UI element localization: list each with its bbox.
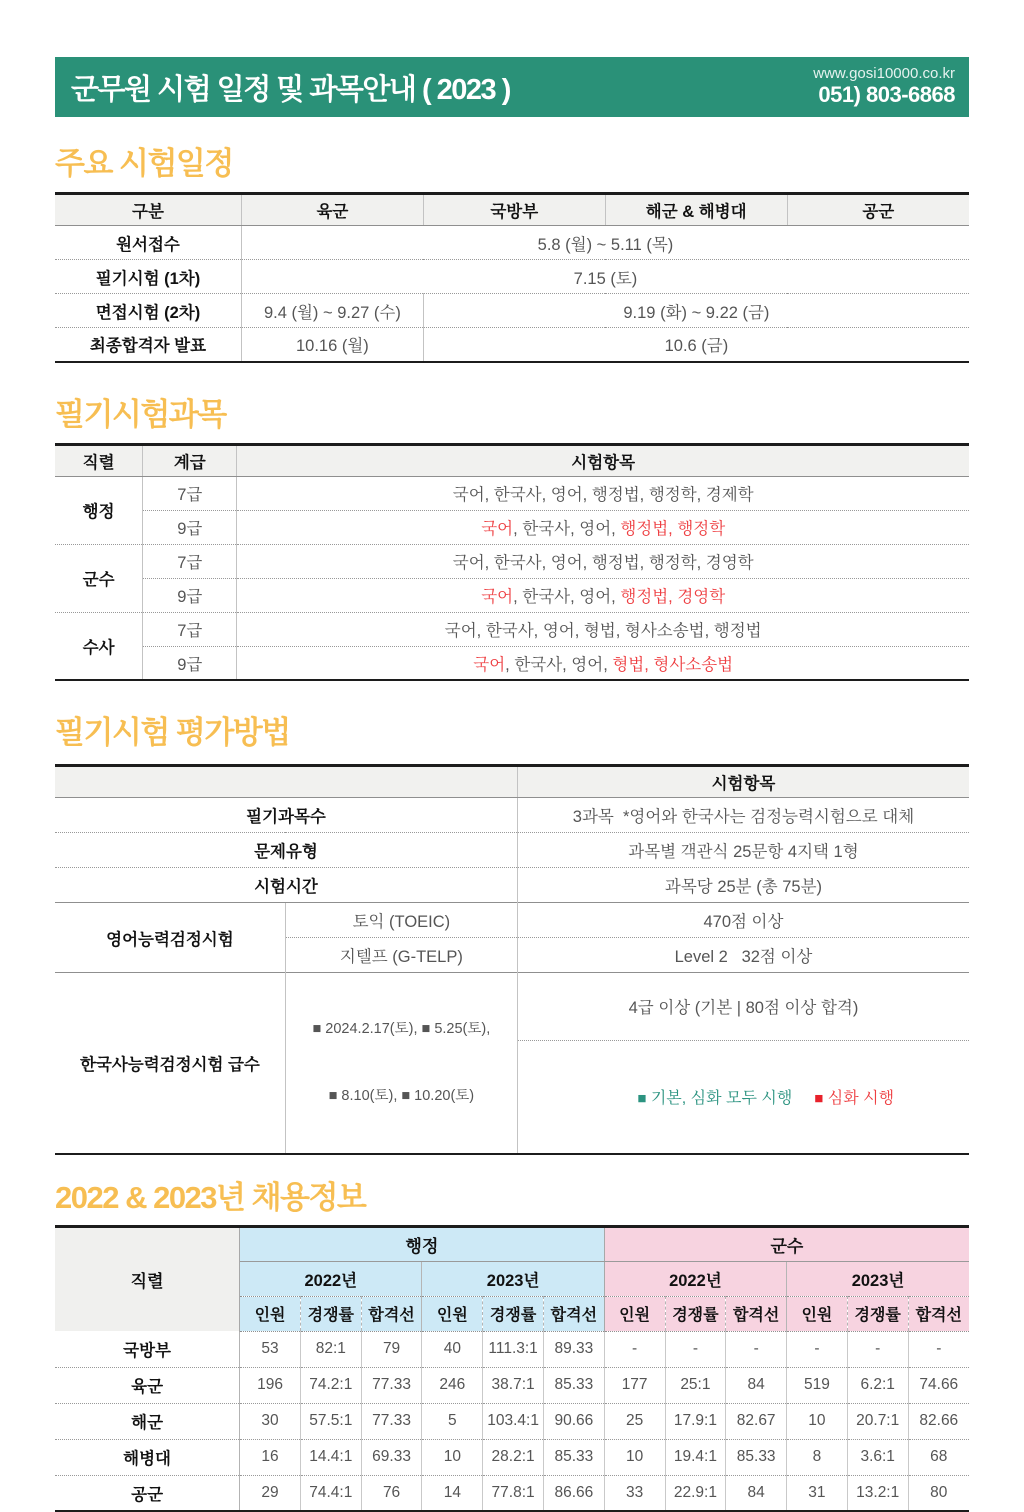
- table-row: [55, 1331, 969, 1367]
- recruit-value: 82.66: [908, 1403, 969, 1439]
- table-row: [55, 260, 969, 294]
- table-row: [55, 798, 969, 833]
- table-row: [55, 578, 969, 612]
- contact-block: [813, 66, 955, 107]
- date-cell: 9.4 (월) ~ 9.27 (수): [241, 294, 423, 328]
- website-url: www.gosi10000.co.kr: [813, 65, 955, 83]
- grade-cell: 7급: [143, 476, 237, 510]
- eval-label: 한국사능력검정시험 급수: [55, 973, 285, 1154]
- year-header: 2023년: [422, 1261, 604, 1296]
- column-header: 시험항목: [517, 766, 969, 798]
- eval-value: 과목별 객관식 25문항 4지택 1형: [517, 833, 969, 868]
- group-header-supply: 군수: [604, 1226, 969, 1261]
- phone-number: 051) 803-6868: [818, 82, 955, 108]
- recruit-value: 25: [604, 1403, 665, 1439]
- recruit-value: -: [787, 1331, 848, 1367]
- section-title-schedule: 주요 시험일정: [55, 146, 233, 181]
- subject-part-red: 국어: [473, 655, 506, 674]
- recruit-row-label: 공군: [55, 1475, 240, 1511]
- recruit-value: 77.8:1: [483, 1475, 544, 1511]
- recruit-value: 80: [908, 1475, 969, 1511]
- recruit-value: 22.9:1: [665, 1475, 726, 1511]
- date-cell: 5.8 (월) ~ 5.11 (목): [241, 226, 969, 260]
- table-row: [55, 1403, 969, 1439]
- group-label: 수사: [55, 612, 143, 680]
- grade-cell: 9급: [143, 578, 237, 612]
- recruit-value: 111.3:1: [483, 1331, 544, 1367]
- subject-part-red: 형법, 형사소송법: [612, 655, 734, 674]
- sub-column-header: 합격선: [543, 1296, 604, 1331]
- column-header: 육군: [241, 194, 423, 226]
- recruit-value: 177: [604, 1367, 665, 1403]
- year-header: 2022년: [604, 1261, 786, 1296]
- subjects-header-row: [55, 444, 969, 476]
- group-label: 군수: [55, 544, 143, 612]
- row-label: 면접시험 (2차): [55, 294, 241, 328]
- english-test-name: 지텔프 (G-TELP): [285, 938, 517, 973]
- grade-cell: 7급: [143, 544, 237, 578]
- row-label: 필기시험 (1차): [55, 260, 241, 294]
- recruit-value: -: [908, 1331, 969, 1367]
- group-label: 행정: [82, 503, 115, 521]
- table-row: [55, 973, 969, 1041]
- english-test-name: 토익 (TOEIC): [285, 903, 517, 938]
- recruit-value: 25:1: [665, 1367, 726, 1403]
- recruit-value: 10: [422, 1439, 483, 1475]
- eval-label: 영어능력검정시험: [55, 903, 285, 973]
- recruit-value: 38.7:1: [483, 1367, 544, 1403]
- sub-column-header: 합격선: [908, 1296, 969, 1331]
- legend-advanced-label: 심화 시행: [823, 1090, 895, 1108]
- recruit-header-row-groups: [55, 1226, 969, 1261]
- recruit-value: 77.33: [361, 1403, 422, 1439]
- sub-column-header: 경쟁률: [483, 1296, 544, 1331]
- recruit-value: 74.4:1: [300, 1475, 361, 1511]
- recruit-value: 28.2:1: [483, 1439, 544, 1475]
- subjects-cell: 국어, 한국사, 영어, 형법, 형사소송법, 행정법: [237, 612, 969, 646]
- table-row: [55, 510, 969, 544]
- recruit-value: 30: [240, 1403, 301, 1439]
- eval-value: 3과목 *영어와 한국사는 검정능력시험으로 대체: [517, 798, 969, 833]
- recruit-value: 14: [422, 1475, 483, 1511]
- recruit-value: 6.2:1: [847, 1367, 908, 1403]
- grade-cell: 9급: [143, 646, 237, 680]
- column-header: 해군 & 해병대: [605, 194, 787, 226]
- subjects-cell: [237, 578, 969, 612]
- sub-column-header: 인원: [240, 1296, 301, 1331]
- table-row: [55, 903, 969, 938]
- eval-label: 필기과목수: [246, 808, 326, 826]
- empty-header-cell: [55, 766, 517, 798]
- recruit-value: 13.2:1: [847, 1475, 908, 1511]
- column-header: 직렬: [55, 444, 143, 476]
- recruit-value: -: [665, 1331, 726, 1367]
- group-header-admin: 행정: [240, 1226, 605, 1261]
- sub-column-header: 경쟁률: [300, 1296, 361, 1331]
- recruit-value: 14.4:1: [300, 1439, 361, 1475]
- recruit-value: 3.6:1: [847, 1439, 908, 1475]
- table-row: [55, 646, 969, 680]
- subjects-cell: [237, 510, 969, 544]
- recruit-value: 74.66: [908, 1367, 969, 1403]
- column-header: 계급: [143, 444, 237, 476]
- subjects-cell: 국어, 한국사, 영어, 행정법, 행정학, 경제학: [237, 476, 969, 510]
- recruit-value: 8: [787, 1439, 848, 1475]
- eval-label: 시험시간: [55, 868, 517, 903]
- subject-part-red: 국어: [481, 588, 514, 606]
- grade-cell: 7급: [143, 612, 237, 646]
- eval-value: 과목당 25분 (총 75분): [517, 868, 969, 903]
- column-header: 시험항목: [237, 444, 969, 476]
- sub-column-header: 경쟁률: [665, 1296, 726, 1331]
- recruit-value: 31: [787, 1475, 848, 1511]
- basic-square-icon: ■: [637, 1090, 647, 1108]
- eval-value: 4급 이상 (기본 | 80점 이상 합격): [517, 973, 969, 1041]
- recruit-value: 84: [726, 1367, 787, 1403]
- year-header: 2023년: [787, 1261, 969, 1296]
- recruit-value: 84: [726, 1475, 787, 1511]
- recruit-row-label: 해군: [55, 1403, 240, 1439]
- subject-part-red: 행정법, 행정학: [620, 520, 726, 538]
- section-title-subjects: 필기시험과목: [55, 396, 226, 432]
- document-title: 군무원 시험 일정 및 과목안내 ( 2023 ): [71, 73, 510, 106]
- evaluation-table: [55, 764, 969, 1155]
- recruit-value: 519: [787, 1367, 848, 1403]
- sub-column-header: 합격선: [726, 1296, 787, 1331]
- subjects-table: [55, 443, 969, 682]
- recruit-value: 57.5:1: [300, 1403, 361, 1439]
- schedule-header-row: [55, 194, 969, 226]
- sub-column-header: 인원: [604, 1296, 665, 1331]
- recruit-value: 17.9:1: [665, 1403, 726, 1439]
- recruit-value: 76: [361, 1475, 422, 1511]
- recruit-value: 85.33: [543, 1439, 604, 1475]
- recruit-value: 89.33: [543, 1331, 604, 1367]
- recruit-row-label: 육군: [55, 1367, 240, 1403]
- table-row: [55, 833, 969, 868]
- recruit-value: 90.66: [543, 1403, 604, 1439]
- recruit-value: 79: [361, 1331, 422, 1367]
- section-title-recruit: 2022 & 2023년 채용정보: [55, 1179, 366, 1215]
- subject-part-red: 국어: [481, 520, 514, 538]
- recruit-value: 86.66: [543, 1475, 604, 1511]
- recruit-value: 20.7:1: [847, 1403, 908, 1439]
- recruit-value: 10: [787, 1403, 848, 1439]
- date-cell: 9.19 (화) ~ 9.22 (금): [423, 294, 969, 328]
- recruit-table: [55, 1225, 969, 1512]
- date-cell: 10.6 (금): [423, 328, 969, 362]
- date-cell: 7.15 (토): [241, 260, 969, 294]
- dates-line: ■ 8.10(토), ■ 10.20(토): [328, 1088, 475, 1105]
- table-row: [55, 476, 969, 510]
- recruit-value: 85.33: [543, 1367, 604, 1403]
- recruit-value: -: [604, 1331, 665, 1367]
- table-row: [55, 1367, 969, 1403]
- table-row: [55, 226, 969, 260]
- recruit-value: 77.33: [361, 1367, 422, 1403]
- recruit-value: -: [847, 1331, 908, 1367]
- recruit-value: -: [726, 1331, 787, 1367]
- row-label: 최종합격자 발표: [55, 328, 241, 362]
- recruit-value: 29: [240, 1475, 301, 1511]
- recruit-value: 53: [240, 1331, 301, 1367]
- table-row: [55, 294, 969, 328]
- table-row: [55, 868, 969, 903]
- table-row: [55, 1475, 969, 1511]
- subject-part: , 한국사, 영어,: [513, 588, 621, 606]
- subject-part: , 한국사, 영어,: [505, 655, 613, 674]
- table-row: [55, 328, 969, 362]
- recruit-value: 40: [422, 1331, 483, 1367]
- recruit-value: 69.33: [361, 1439, 422, 1475]
- recruit-row-label: 국방부: [55, 1331, 240, 1367]
- date-cell: 10.16 (월): [241, 328, 423, 362]
- recruit-value: 82.67: [726, 1403, 787, 1439]
- column-header: 구분: [55, 194, 241, 226]
- column-header: 공군: [787, 194, 969, 226]
- recruit-value: 196: [240, 1367, 301, 1403]
- row-label: 원서접수: [116, 235, 180, 254]
- recruit-value: 68: [908, 1439, 969, 1475]
- recruit-value: 16: [240, 1439, 301, 1475]
- recruit-value: 246: [422, 1367, 483, 1403]
- sub-column-header: 인원: [787, 1296, 848, 1331]
- recruit-value: 85.33: [726, 1439, 787, 1475]
- table-row: [55, 612, 969, 646]
- subjects-cell: [237, 646, 969, 680]
- subjects-cell: 국어, 한국사, 영어, 행정법, 행정학, 경영학: [237, 544, 969, 578]
- subject-part-red: 행정법, 경영학: [620, 588, 726, 606]
- dates-line: ■ 2024.2.17(토), ■ 5.25(토),: [312, 1020, 491, 1037]
- recruit-value: 10: [604, 1439, 665, 1475]
- recruit-value: 19.4:1: [665, 1439, 726, 1475]
- eval-value: 470점 이상: [517, 903, 969, 938]
- recruit-value: 33: [604, 1475, 665, 1511]
- column-header: 국방부: [423, 194, 605, 226]
- legend-basic-label: 기본, 심화 모두 시행: [646, 1090, 793, 1108]
- legend-cell: [517, 1040, 969, 1154]
- advanced-square-icon: ■: [814, 1090, 824, 1108]
- evaluation-header-row: [55, 766, 969, 798]
- recruit-row-label: 해병대: [55, 1439, 240, 1475]
- grade-cell: 9급: [143, 510, 237, 544]
- header-bar: [55, 57, 969, 117]
- schedule-table: [55, 192, 969, 363]
- subject-part: , 한국사, 영어,: [513, 520, 621, 538]
- row-header: 직렬: [55, 1226, 240, 1331]
- korean-history-dates: [285, 973, 517, 1154]
- table-row: [55, 544, 969, 578]
- recruit-value: 82:1: [300, 1331, 361, 1367]
- sub-column-header: 경쟁률: [847, 1296, 908, 1331]
- sub-column-header: 합격선: [361, 1296, 422, 1331]
- recruit-value: 74.2:1: [300, 1367, 361, 1403]
- page: [55, 57, 969, 1512]
- sub-column-header: 인원: [422, 1296, 483, 1331]
- recruit-value: 5: [422, 1403, 483, 1439]
- year-header: 2022년: [240, 1261, 422, 1296]
- recruit-value: 103.4:1: [483, 1403, 544, 1439]
- section-title-evaluation: 필기시험 평가방법: [55, 715, 290, 750]
- eval-label: 문제유형: [55, 833, 517, 868]
- eval-value: Level 2 32점 이상: [517, 938, 969, 973]
- table-row: [55, 1439, 969, 1475]
